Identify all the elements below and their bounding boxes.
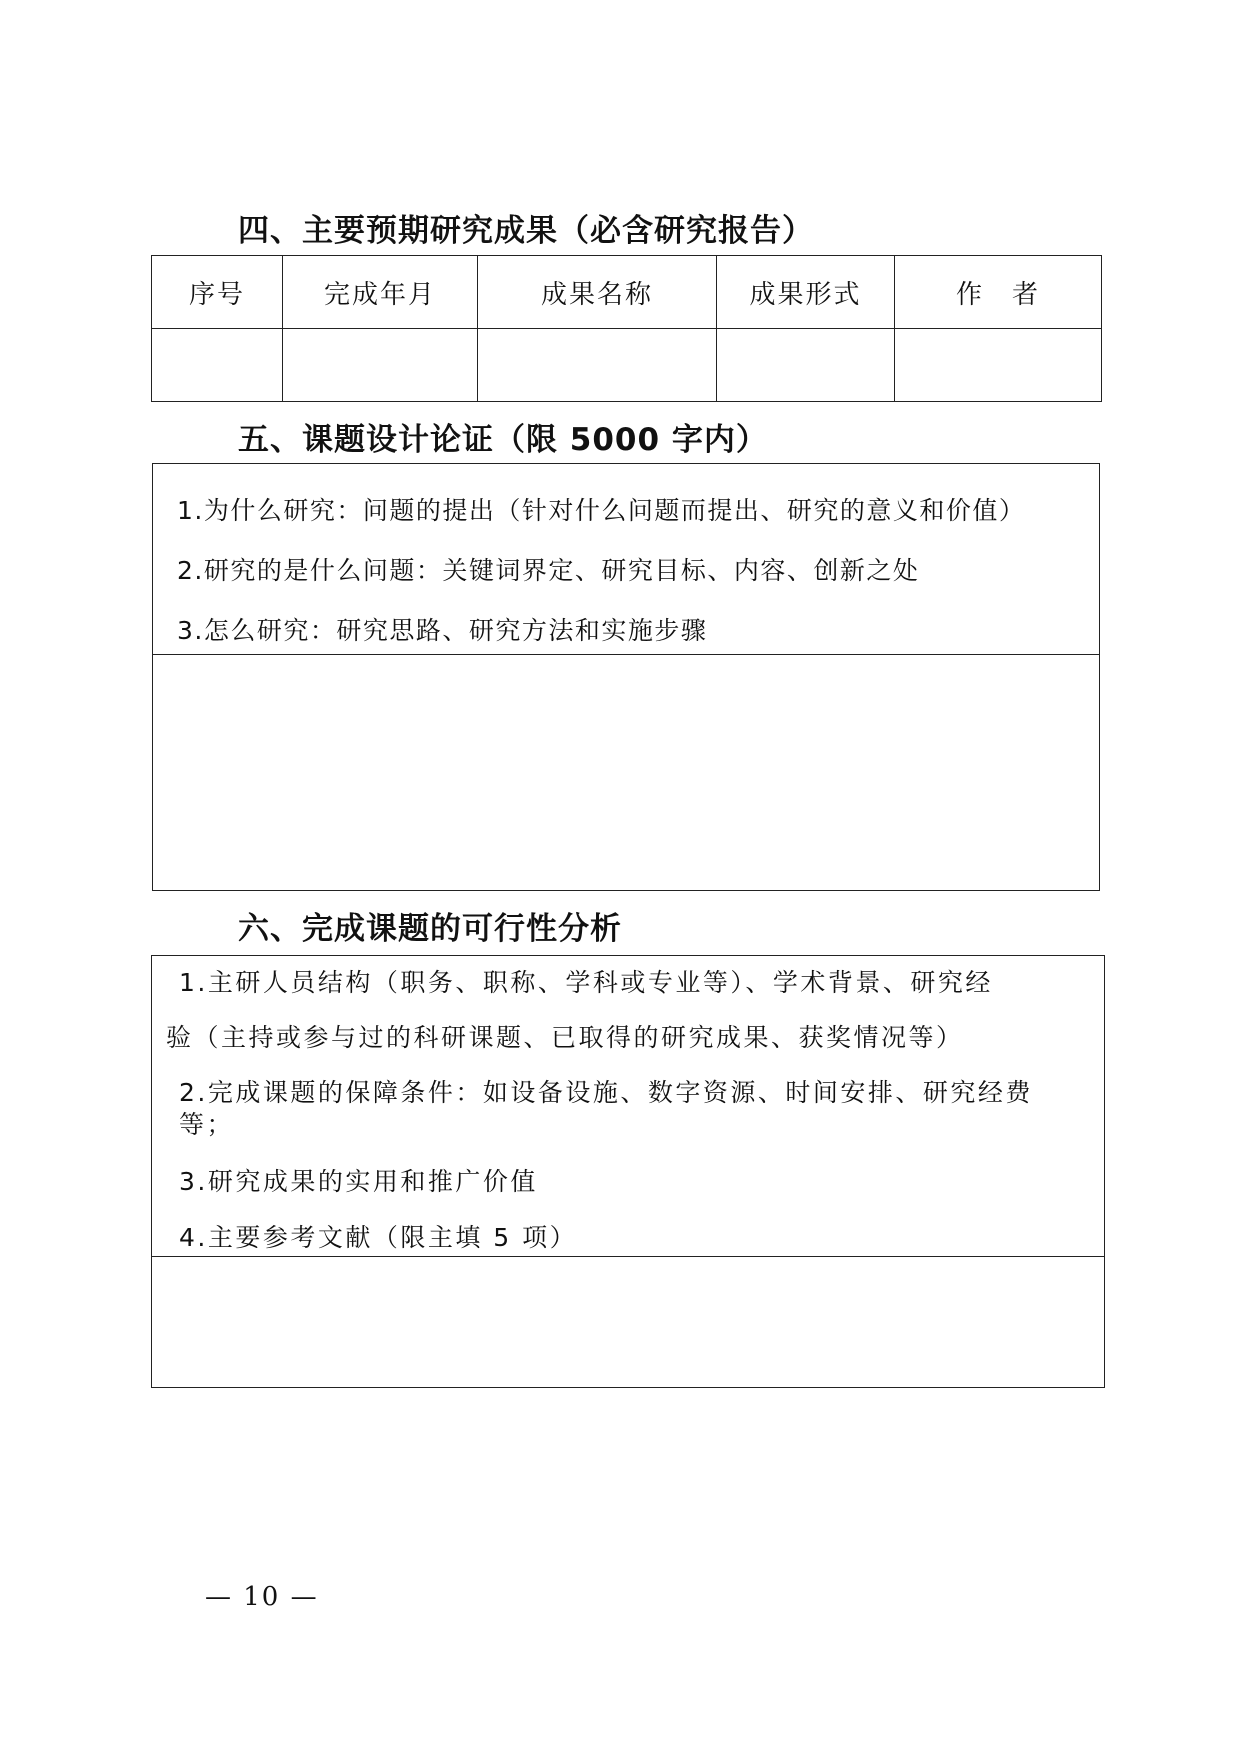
- prompt-item-4: 4.主要参考文献（限主填 5 项）: [179, 1223, 578, 1252]
- prompt-item-1-continued: 验（主持或参与过的科研课题、已取得的研究成果、获奖情况等）: [166, 1023, 964, 1052]
- prompt-item-3: 3.研究成果的实用和推广价值: [179, 1167, 538, 1196]
- section6-title: 六、完成课题的可行性分析: [238, 911, 622, 947]
- cell-serial[interactable]: [152, 329, 283, 402]
- design-argument-box: [152, 463, 1100, 891]
- cell-author[interactable]: [895, 329, 1102, 402]
- cell-result-name[interactable]: [478, 329, 717, 402]
- column-header-result-name: 成果名称: [478, 256, 717, 329]
- divider: [152, 1256, 1104, 1257]
- column-header-result-form: 成果形式: [717, 256, 895, 329]
- prompt-item-1: 1.主研人员结构（职务、职称、学科或专业等）、学术背景、研究经: [179, 968, 993, 997]
- prompt-item-2: 2.完成课题的保障条件：如设备设施、数字资源、时间安排、研究经费: [179, 1078, 1033, 1107]
- table-row: [152, 329, 1102, 402]
- prompt-item-3: 3.怎么研究：研究思路、研究方法和实施步骤: [177, 616, 708, 645]
- prompt-item-1: 1.为什么研究：问题的提出（针对什么问题而提出、研究的意义和价值）: [177, 496, 1026, 525]
- section4-title: 四、主要预期研究成果（必含研究报告）: [238, 213, 814, 249]
- cell-completion-date[interactable]: [283, 329, 478, 402]
- column-header-author: 作 者: [895, 256, 1102, 329]
- column-header-completion-date: 完成年月: [283, 256, 478, 329]
- page-number: — 10 —: [205, 1582, 319, 1612]
- table-header-row: [152, 256, 1102, 329]
- divider: [153, 654, 1099, 655]
- cell-result-form[interactable]: [717, 329, 895, 402]
- expected-results-table: [151, 255, 1102, 402]
- section5-title: 五、课题设计论证（限 5000 字内）: [238, 422, 768, 458]
- prompt-item-2: 2.研究的是什么问题：关键词界定、研究目标、内容、创新之处: [177, 556, 920, 585]
- column-header-serial: 序号: [152, 256, 283, 329]
- prompt-item-2-continued: 等；: [179, 1110, 235, 1139]
- feasibility-analysis-box: [151, 955, 1105, 1388]
